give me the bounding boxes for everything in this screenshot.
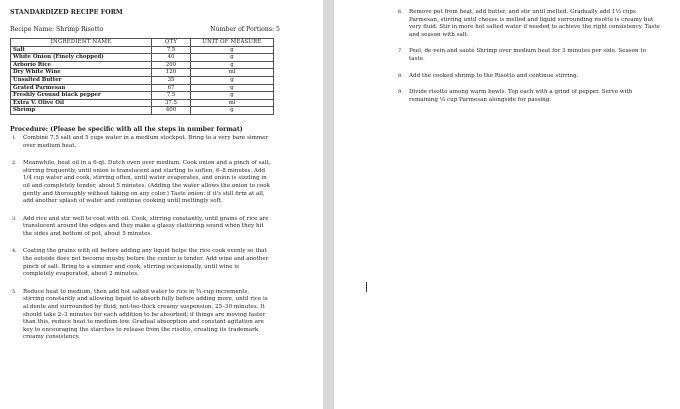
header-ingredient-name: INGREDIENT NAME bbox=[11, 39, 152, 47]
step-text: Reduce heat to medium, then add hot salted water to rice in ¾-cup increments, stirring constantly and allowing liquid to absorb fully before adding more, until rice is al dente and surrounded by fluid, not-too-thick creamy suspension, 25–30 minutes. It should take 2–3 minutes for each addition to be absorbed; if things are moving faster than this, reduce heat to medium-low. Gradual absorption and constant agitation are key to encouraging the starches to release from the risotto, creating its trademark creamy consistency. bbox=[23, 288, 268, 341]
ingredient-name-cell: Salt bbox=[11, 46, 152, 54]
document-page-right[interactable] bbox=[334, 0, 680, 409]
procedure-step bbox=[396, 48, 661, 63]
procedure-steps-left bbox=[10, 135, 313, 342]
procedure-step bbox=[10, 289, 271, 342]
unit-cell: g bbox=[191, 92, 274, 100]
header-qty: QTY bbox=[152, 39, 191, 47]
ingredient-name-cell: Dry White Wine bbox=[11, 69, 152, 77]
step-text: Coating the grains with oil before adding any liquid helps the rice cook evenly so that the outside does not become mushy before the center is tender. Add wine and another pinch of salt. Bring to a simmer and cook, stirring occasionally, until wine is completely evaporated, about 2 minutes. bbox=[23, 248, 269, 278]
table-row bbox=[11, 61, 274, 69]
step-number: 3. bbox=[12, 215, 17, 222]
table-row bbox=[11, 107, 274, 115]
step-text: Remove pot from heat, add butter, and stir until melted. Gradually add 1⅓ cups Parmesan, stirring until cheese is melted and liquid surrounding risotto is creamy but very fluid. Stir in more hot salted water if needed to achieve the right consistency. Taste and season with salt. bbox=[409, 9, 660, 38]
page-gutter bbox=[323, 0, 334, 409]
table-row bbox=[11, 69, 274, 77]
step-number: 9. bbox=[398, 89, 403, 96]
ingredient-name-cell: Grated Parmesan bbox=[11, 84, 152, 92]
step-number: 5. bbox=[12, 288, 17, 295]
unit-cell: g bbox=[191, 107, 274, 115]
table-row bbox=[11, 84, 274, 92]
unit-cell: g bbox=[191, 84, 274, 92]
ingredient-name-cell: White Onion (Finely chopped) bbox=[11, 54, 152, 62]
unit-cell: g bbox=[191, 46, 274, 54]
procedure-step bbox=[10, 160, 271, 206]
step-text: Combine 7.5 salt and 5 cups water in a medium stockpot. Bring to a very bare simmer over medium heat. bbox=[23, 134, 269, 149]
procedure-step bbox=[10, 216, 271, 239]
number-of-portions: Number of Portions: 5 bbox=[210, 26, 280, 33]
unit-cell: ml bbox=[191, 69, 274, 77]
header-unit-of-measure: UNIT OF MEASURE bbox=[191, 39, 274, 47]
ingredient-name-cell: Freshly Ground black pepper bbox=[11, 92, 152, 100]
table-row bbox=[11, 76, 274, 84]
step-number: 2. bbox=[12, 160, 17, 167]
step-number: 8. bbox=[398, 72, 403, 79]
qty-cell: 37.5 bbox=[152, 99, 191, 107]
procedure-step bbox=[10, 248, 271, 278]
table-row bbox=[11, 46, 274, 54]
step-number: 6. bbox=[398, 9, 403, 15]
ingredient-name-cell: Unsalted Butter bbox=[11, 76, 152, 84]
ingredient-name-cell: Extra V. Olive Oil bbox=[11, 99, 152, 107]
qty-cell: 67 bbox=[152, 84, 191, 92]
qty-cell: 7.5 bbox=[152, 46, 191, 54]
step-number: 7. bbox=[398, 48, 403, 55]
unit-cell: g bbox=[191, 61, 274, 69]
text-cursor bbox=[366, 282, 367, 292]
recipe-header-line bbox=[10, 26, 290, 33]
step-number: 1. bbox=[12, 134, 17, 141]
qty-cell: 35 bbox=[152, 76, 191, 84]
unit-cell: ml bbox=[191, 99, 274, 107]
procedure-step bbox=[396, 89, 661, 104]
procedure-step bbox=[396, 9, 661, 39]
procedure-step bbox=[10, 135, 271, 150]
step-text: Peel, de-vein and sauté Shrimp over medium heat for 3 minutes per side. Season to taste. bbox=[409, 48, 647, 62]
step-text: Divide risotto among warm bowls. Top each with a grind of pepper. Serve with remaining ⅓ cup Parmesan alongside for passing. bbox=[409, 89, 633, 103]
table-row bbox=[11, 99, 274, 107]
qty-cell: 40 bbox=[152, 54, 191, 62]
form-title: STANDARDIZED RECIPE FORM bbox=[10, 9, 123, 16]
table-header-row bbox=[11, 39, 274, 47]
qty-cell: 200 bbox=[152, 61, 191, 69]
qty-cell: 7.5 bbox=[152, 92, 191, 100]
recipe-name: Recipe Name: Shrimp Risotto bbox=[10, 26, 104, 33]
step-text: Add rice and stir well to coat with oil. Cook, stirring constantly, until grains of rice are translucent around the edges and they make a glassy clattering sound when they hit the sides and bottom of pot, about 5 minutes. bbox=[23, 215, 269, 237]
ingredient-name-cell: Shrimp bbox=[11, 107, 152, 115]
ingredient-table bbox=[10, 38, 274, 115]
step-text: Meanwhile, heat oil in a 6-qt. Dutch oven over medium. Cook onion and a pinch of salt, stirring frequently, until onion is translucent and starting to soften, 6–8 minutes. Add 1/4 cup water and cook, stirring often, until water evaporates, and onion is sizzling in oil and completely tender, about 5 minutes. (Adding the water allows the onion to cook gently and thoroughly without taking on any color.) Taste onion: if it's still firm at all, add another splash of water and continue cooking until meltingly soft. bbox=[23, 160, 271, 205]
document-page-left[interactable] bbox=[0, 0, 323, 409]
unit-cell: g bbox=[191, 76, 274, 84]
table-row bbox=[11, 54, 274, 62]
ingredient-name-cell: Arborio Rice bbox=[11, 61, 152, 69]
qty-cell: 400 bbox=[152, 107, 191, 115]
procedure-steps-right bbox=[396, 9, 664, 104]
unit-cell: g bbox=[191, 54, 274, 62]
procedure-step bbox=[396, 73, 661, 81]
step-text: Add the cooked shrimp to the Risotto and continue stirring. bbox=[409, 72, 579, 79]
qty-cell: 120 bbox=[152, 69, 191, 77]
table-row bbox=[11, 92, 274, 100]
step-number: 4. bbox=[12, 248, 17, 255]
procedure-heading: Procedure: (Please be specific with all the steps in number format) bbox=[10, 125, 243, 133]
